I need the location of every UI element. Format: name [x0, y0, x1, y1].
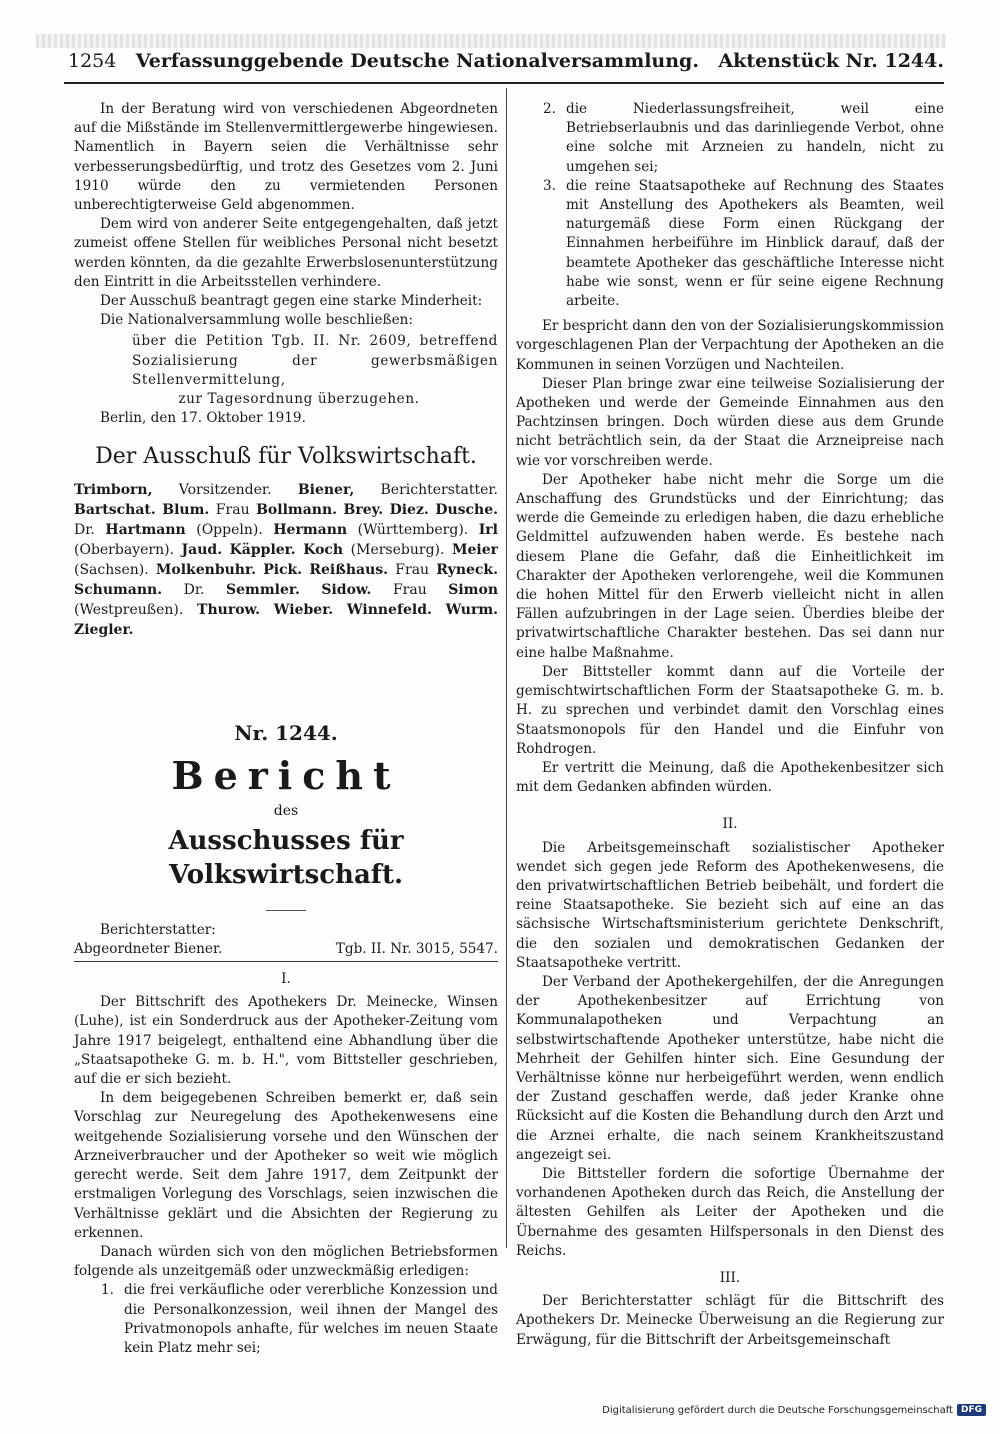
paragraph: Die Arbeitsgemeinschaft sozialistischer Apotheker wendet sich gegen jede Reform des Apothekenwesens, die den privatwirtschaftlichen Betrieb beibehält, und fordert die reine Staatsapotheke. Sie bezieht sich auf eine an das sächsische Wirtschaftsministerium gerichtete Denkschrift, die den sozialen und demokratischen Gedanken der Staatsapotheke vertritt. [516, 839, 944, 971]
member-name: Molkenbuhr. [155, 562, 256, 579]
paragraph: Der Bittsteller kommt dann auf die Vorteile der gemischtwirtschaftlichen Form der Staatsapotheke G. m. b. H. zu sprechen und verbindet damit den Vorschlag eines Staatsmonopols für den Handel und die Einfuhr von Rohdrogen. [516, 663, 944, 757]
right-column [516, 100, 944, 1350]
member-name: Jaud. [181, 542, 223, 559]
list-item-number: 1. [101, 1282, 114, 1299]
member-qualifier [300, 582, 322, 598]
member-name: Winnefeld. [346, 602, 432, 619]
report-committee: Ausschusses für Volkswirtschaft. [168, 825, 404, 890]
list-item-text: die Niederlassungsfreiheit, weil eine Betriebserlaubnis und das darinliegende Verbot, ohne eine solche mit Arzneien zu handeln, nicht zu umgehen sei; [566, 101, 944, 175]
member-qualifier: (Württemberg). [347, 522, 479, 539]
member-qualifier: Frau [388, 562, 437, 579]
paragraph: Der Bittschrift des Apothekers Dr. Meinecke, Winsen (Luhe), ist ein Sonderdruck aus der Apotheker-Zeitung vom Jahre 1917 beigelegt, enthaltend eine Abhandlung über die „Staatsapotheke G. m. b. H.", vom Bittsteller geschrieben, auf die er sich bezieht. [74, 994, 498, 1088]
member-qualifier: (Oppeln). [185, 522, 274, 539]
paragraph: In der Beratung wird von verschiedenen Abgeordneten auf die Mißstände im Stellenvermittlergewerbe hingewiesen. Namentlich in Bayern seien die Verhältnisse sehr verbesserungsbedürftig, und trotz des Gesetzes vom 2. Juni 1910 würde den zu vermietenden Personen unberechtigterweise Geld abgenommen. [74, 101, 498, 214]
dfg-logo: DFG [957, 1404, 986, 1416]
member-name: Trimborn, [74, 482, 153, 499]
document-number: Nr. 1244. [234, 721, 338, 746]
reporter-label: Berichterstatter: [100, 921, 216, 938]
member-name: Thurow. [197, 602, 261, 619]
paragraph: Die Bittsteller fordern die sofortige Übernahme der vorhandenen Apotheken durch das Reich, die Anstellung der ältesten Gehilfen als Leiter der Apotheken und die Übernahme des gesamten Hilfspersonals in den Dienst des Reichs. [516, 1165, 944, 1259]
member-name: Irl [478, 522, 498, 539]
digitization-credit [602, 1404, 986, 1416]
reporter-reference: Tgb. II. Nr. 3015, 5547. [335, 940, 498, 957]
member-name: Meier [451, 542, 498, 559]
scan-edge-strip [36, 34, 946, 48]
paragraph: Danach würden sich von den möglichen Betriebsformen folgende als unzeitgemäß oder unzweckmäßig erledigen: [74, 1243, 498, 1280]
member-name: Reißhaus. [309, 562, 389, 579]
paragraph: Der Berichterstatter schlägt für die Bittschrift des Apothekers Dr. Meinecke Überweisung an die Regierung zur Erwägung, für die Bittschrift der Arbeitsgemeinschaft [516, 1293, 944, 1348]
member-qualifier: Dr. [162, 582, 226, 599]
member-name: Biener, [297, 482, 355, 499]
member-name: Ziegler. [74, 622, 134, 639]
member-qualifier: (Oberbayern). [74, 542, 182, 559]
section-heading: II. [722, 816, 738, 833]
reporter-row [74, 940, 498, 962]
member-name: Wurm. [445, 602, 499, 619]
left-column [74, 100, 498, 1358]
paragraph: In dem beigegebenen Schreiben bemerkt er, daß sein Vorschlag zur Neuregelung des Apothekenwesens eine weitgehende Sozialisierung vorsehe und den Wünschen der Arzneiverbraucher und der Apotheker so weit wie möglich gerecht werde. Seit dem Jahre 1917, dem Zeitpunkt der erstmaligen Vorlegung des Vorschlags, seien inzwischen die Verhältnisse geklärt und die Absichten der Regierung zu erkennen. [74, 1090, 498, 1241]
member-name: Hermann [273, 522, 348, 539]
column-divider [506, 88, 507, 1248]
member-qualifier: Dr. [74, 522, 106, 539]
dateline: Berlin, den 17. Oktober 1919. [100, 410, 306, 427]
list-item-text: die reine Staatsapotheke auf Rechnung des Staates mit Anstellung des Apothekers als Beamten, weil naturgemäß diese Form einen Rückgang der Einnahmen herbeiführe im Hinblick darauf, daß der beamtete Apotheker das geschäftliche Interesse nicht habe wie sonst, wenn er für seine eigene Rechnung arbeite. [566, 177, 944, 310]
list-item [516, 177, 944, 311]
petition-motion [100, 332, 498, 409]
member-name: Koch [303, 542, 344, 559]
paragraph: Er bespricht dann den von der Sozialisierungskommission vorgeschlagenen Plan der Verpachtung der Apotheken an die Kommunen in seinen Vorzügen und Nachteilen. [516, 318, 944, 373]
paragraph: Er vertritt die Meinung, daß die Apothekenbesitzer sich mit dem Gedanken abfinden würden. [516, 759, 944, 796]
member-name: Bartschat. [74, 502, 156, 519]
report-title-connector: des [273, 803, 299, 820]
paragraph: Der Verband der Apothekergehilfen, der die Anregungen der Apothekenbesitzer auf Errichtung von Kommunalapotheken und Verpachtung an selbstwirtschaftende Apotheker unterstütze, habe nicht die Mehrheit der Gehilfen hinter sich. Eine Gesundung der Verhältnisse könne nur herbeigeführt werden, wenn endlich der Zustand geschaffen werde, daß jeder Kranke ohne Rücksicht auf die Kosten die Behandlung durch den Arzt und die Arznei erhalte, die nach seinem Krankheitszustand angezeigt sei. [516, 973, 944, 1163]
petition-text: über die Petition Tgb. II. Nr. 2609, betreffend Sozialisierung der gewerbsmäßigen Stellenvermittelung, [132, 333, 498, 388]
list-item [74, 1281, 498, 1358]
section-heading: I. [281, 971, 291, 988]
section-heading: III. [719, 1269, 741, 1286]
page-header [68, 50, 944, 84]
member-name: Simon [448, 582, 499, 599]
member-qualifier: Vorsitzender. [152, 482, 298, 499]
member-qualifier: Frau [209, 502, 257, 519]
reporter-name: Abgeordneter Biener. [74, 940, 223, 957]
header-rule [64, 82, 944, 84]
paragraph: Die Nationalversammlung wolle beschließen: [100, 312, 413, 329]
list-item-text: die frei verkäufliche oder vererbliche Konzession und die Personalkonzession, weil ihnen der Mangel des Privatmonopols anhafte, für welches im neuen Staate kein Platz mehr sei; [124, 1282, 498, 1356]
paragraph: Der Ausschuß beantragt gegen eine starke Minderheit: [100, 293, 483, 310]
reporter-block [74, 921, 498, 962]
member-qualifier: (Westpreußen). [74, 602, 198, 619]
member-qualifier [222, 542, 230, 558]
member-list [74, 480, 498, 640]
member-qualifier [260, 602, 274, 618]
report-title: Bericht [171, 753, 401, 799]
member-name: Hartmann [105, 522, 186, 539]
member-name: Dusche. [435, 502, 498, 519]
list-item-number: 2. [543, 101, 556, 117]
member-qualifier [432, 602, 446, 618]
committee-heading: Der Ausschuß für Volkswirtschaft. [95, 444, 477, 470]
document-reference: Aktenstück Nr. 1244. [718, 50, 944, 72]
paragraph: Dem wird von anderer Seite entgegengehalten, daß jetzt zumeist offene Stellen für weibliches Personal nicht besetzt werden könnten, da die gezahlte Erwerbslosenunterstützung den Eintritt in die Arbeitsstellen verhindere. [74, 216, 498, 290]
member-name: Käppler. [229, 542, 296, 559]
petition-resolution: zur Tagesordnung überzugehen. [178, 391, 420, 408]
member-name: Wieber. [273, 602, 334, 619]
member-name: Schumann. [74, 582, 163, 599]
paragraph: Der Apotheker habe nicht mehr die Sorge um die Anschaffung des Grundstücks und der Einrichtung; das werde die Gemeinde zu erledigen haben, die dazu erhebliche Geldmittel aufzuwenden haben werde. Es bestehe nach diesem Plane die Gefahr, daß die Einheitlichkeit im Charakter der Apotheken verlorengehe, weil die Kommunen die hohen Mittel für den Erwerb vielleicht nicht in allen Fällen aufzubringen in der Lage seien. Überdies bleibe der privatwirtschaftliche Charakter bestehen. Das sei dann nur eine halbe Maßnahme. [516, 471, 944, 661]
member-name: Diez. [389, 502, 429, 519]
member-name: Pick. [263, 562, 303, 579]
member-qualifier: Berichterstatter. [354, 482, 498, 499]
member-name: Bollmann. [256, 502, 338, 519]
credit-text: Digitalisierung gefördert durch die Deutsche Forschungsgemeinschaft [602, 1404, 953, 1416]
list-item [516, 100, 944, 177]
divider [266, 910, 306, 911]
member-qualifier: (Merseburg). [343, 542, 452, 559]
member-name: Ryneck. [436, 562, 499, 579]
paragraph: Dieser Plan bringe zwar eine teilweise Sozialisierung der Apotheken und werde der Gemeinde Einnahmen aus den Pachtzinsen bringen. Doch würden diese aus dem Grunde nicht beträchtlich sein, da der Staat die Arzneipreise nach wie vor vorschreiben werde. [516, 375, 944, 469]
member-qualifier: (Sachsen). [74, 562, 156, 579]
member-name: Blum. [162, 502, 210, 519]
page-number: 1254 [68, 50, 117, 72]
publication-title: Verfassunggebende Deutsche Nationalversammlung. [135, 50, 699, 72]
member-name: Brey. [343, 502, 384, 519]
member-qualifier [333, 602, 347, 618]
list-item-number: 3. [543, 177, 556, 194]
member-qualifier: Frau [371, 582, 449, 599]
member-name: Semmler. [225, 582, 300, 599]
member-name: Sidow. [321, 582, 372, 599]
